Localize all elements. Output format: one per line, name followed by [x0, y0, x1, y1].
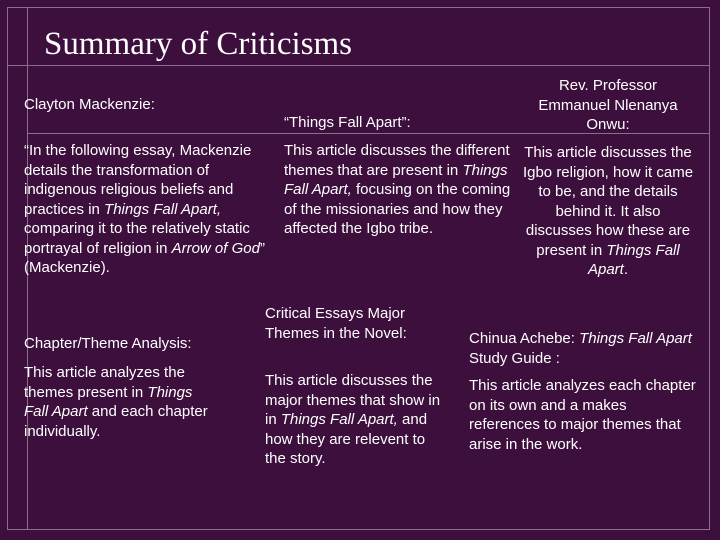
chapter-theme-body: [24, 363, 216, 441]
study-guide-heading-title: Things Fall Apart: [579, 330, 692, 347]
study-guide-heading: [469, 329, 704, 368]
mackenzie-body-title-1: Things Fall Apart,: [104, 200, 222, 218]
tfa-body-text-1: This article discusses the different themes that are present in: [284, 142, 510, 179]
critical-essays-heading: Critical Essays Major Themes in the Novel:: [265, 305, 407, 342]
onwu-body-text-2: .: [623, 261, 629, 278]
study-guide-body: This article analyzes each chapter on its own and a makes references to major themes that arise in the work.: [469, 377, 696, 453]
chapter-theme-text-2: and each chapter individually.: [24, 403, 208, 440]
tfa-body-title: Things Fall Apart,: [284, 161, 508, 198]
onwu-heading: Rev. Professor Emmanuel Nlenanya Onwu:: [538, 77, 678, 133]
critical-essays-text-1: This article discusses the major themes that show in in: [265, 372, 441, 428]
mackenzie-body-text-1: “In the following essay, Mackenzie details the transformation of indigenous religious beliefs and practices in: [24, 142, 252, 218]
things-fall-apart-heading: “Things Fall Apart”:: [284, 114, 411, 131]
things-fall-apart-body: [284, 141, 514, 239]
chapter-theme-text-1: This article analyzes the themes present in: [24, 364, 185, 401]
tfa-body-text-2: focusing on the coming of the missionaries and how they affected the Igbo tribe.: [284, 181, 511, 237]
critical-essays-text-2: and how they are relevent to the story.: [265, 411, 428, 467]
mackenzie-heading: Clayton Mackenzie:: [24, 96, 155, 113]
mackenzie-body-text-2: comparing it to the relatively static portrayal of religion in: [24, 220, 250, 257]
mackenzie-body-text-3: ” (Mackenzie).: [24, 239, 265, 276]
study-guide-heading-text-1: Chinua Achebe:: [469, 330, 580, 347]
onwu-body: [522, 143, 694, 280]
onwu-body-text-1: This article discusses the Igbo religion, how it came to be, and the details behind it. It also discusses how these are present in: [522, 144, 694, 259]
critical-essays-title: Things Fall Apart,: [280, 411, 398, 428]
mackenzie-body-title-2: Arrow of God: [171, 239, 260, 257]
mackenzie-body: [24, 141, 274, 278]
chapter-theme-heading: Chapter/Theme Analysis:: [24, 335, 192, 352]
critical-essays-body: [265, 371, 445, 469]
study-guide-heading-text-2: Study Guide :: [469, 349, 560, 367]
chapter-theme-title: Things Fall Apart: [24, 383, 193, 420]
slide-title: Summary of Criticisms: [44, 26, 352, 62]
title-underline-rule: [7, 65, 710, 66]
onwu-body-title: Things Fall Apart: [587, 241, 680, 278]
